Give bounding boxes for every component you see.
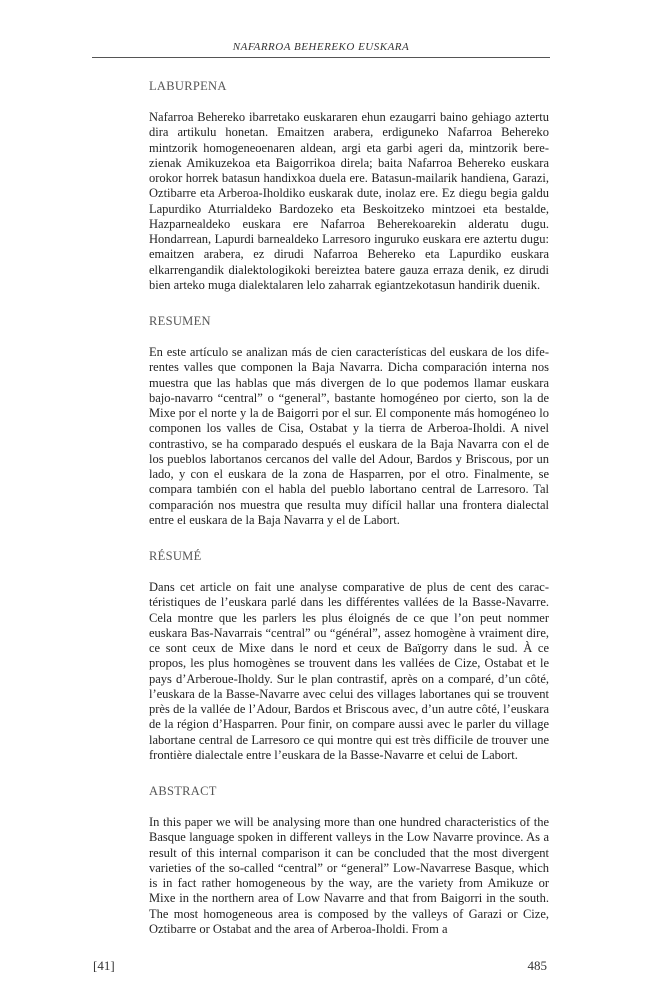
header-rule [92,57,550,58]
section-heading: RESUMEN [149,314,211,328]
section-resumen [149,313,549,528]
section-paragraph: In this paper we will be analysing more than one hundred characteristics of the Basque language spoken in different valleys in the Low Navarre province. As a result of this internal comparison it can be concluded that the most divergent varieties of the so-called “central” or “general” Low-Navarrese Basque, which is in fact rather homogeneous by the way, are the variety from Amikuze or Mixe in the northern area of Low Navarre and that from Baigorri in the south. The most homogeneous area is composed by the valleys of Garazi or Cize, Oztibarre or Ostabat and the area of Arberoa-Iholdi. From a [149,815,549,936]
section-abstract [149,783,549,937]
section-resume [149,548,549,763]
footer-page-ref: [41] [93,958,115,973]
running-head: NAFARROA BEHEREKO EUSKARA [232,41,410,53]
page-number: 485 [527,958,547,973]
section-paragraph: Dans cet article on fait une analyse comparative de plus de cent des caractéristiques de l’euskara parlé dans les différentes vallées de la Basse-Navarre. Cela montre que les parlers les plus éloignés de ce que l’on peut nommer euskara Bas-Navarrais “central” ou “général”, assez homogène à vraiment dire, ce sont ceux de Mixe dans le nord et ceux de Baïgorry dans le sud. À ce propos, les plus homogènes se trouvent dans les vallées de Cize, Ostabat et le pays d’Arberoue-Iholdy. Sur le plan contrastif, après on a comparé, d’un côté, l’euskara de la Basse-Navarre avec celui des villages labortanes qui se trouvent près de la vallée de l’Adour, Bardos et Briscous avec, d’un autre côté, l’euskara de la région d’Hasparren. Pour finir, on compare aussi avec le parler du village labortane central de Larresoro ce qui montre qui est très difficile de trouver une frontière dialectale entre l’euskara de la Basse-Navarre et celui de Labort. [149,580,549,762]
section-heading: RÉSUMÉ [149,549,202,563]
section-paragraph: Nafarroa Behereko ibarretako euskararen ehun ezaugarri baino gehiago aztertu dira artikulu honetan. Emaitzen arabera, erdiguneko Nafarroa Behereko mintzorik homogeneoenaren aldean, argi eta garbi ageri da, mintzorik berezienak Amikuzekoa eta Baigorrikoa direla; baita Nafarroa Behereko euskara orokor horrek batasun handixkoa duela ere. Batasun-mailarik handiena, Garazi, Oztibarre eta Arberoa-Iholdiko euskarak dute, inolaz ere. Ez diegu begia galdu Lapurdiko Aturrialdeko Bardozeko eta Beskoitzeko mintzoei eta bestalde, Hazparnealdeko euskara ere Nafarroa Beherekoarekin alderatu dugu. Hondarrean, Lapurdi barnealdeko Larresoro inguruko euskara ere aztertu dugu: emaitzen arabera, ez dirudi Nafarroa Behereko eta Lapurdiko euskara elkarrengandik dialektologikoki bereiztea batere gauza erraza denik, ez dirudi bien arteko muga dialektalaren lelo zaharrak egiantzekotasun handirik duenik. [149,110,549,292]
page-body [149,78,549,937]
section-laburpena [149,78,549,293]
section-paragraph: En este artículo se analizan más de cien características del euskara de los diferentes valles que componen la Baja Navarra. Dicha comparación interna nos muestra que las hablas que más divergen de lo que podemos llamar euskara bajo-navarro “central” o “general”, bastante homogéneo por cierto, son la de Mixe por el norte y la de Baigorri por el sur. El componente más homogéneo lo componen los valles de Cisa, Ostabat y la tierra de Arberoa-Iholdi. A nivel contrastivo, se ha comparado después el euskara de la Baja Navarra con el de los pueblos labortanos cercanos del valle del Adour, Bardos y Briscous, por un lado, y con el euskara de la zona de Hasparren, por el otro. Finalmente, se compara también con el habla del pueblo labortano central de Larresoro. Tal comparación nos muestra que resulta muy difícil hallar una frontera dialectal entre el euskara de la Baja Navarra y el de Labort. [149,345,549,527]
section-heading: ABSTRACT [149,784,217,798]
section-heading: LABURPENA [149,79,227,93]
